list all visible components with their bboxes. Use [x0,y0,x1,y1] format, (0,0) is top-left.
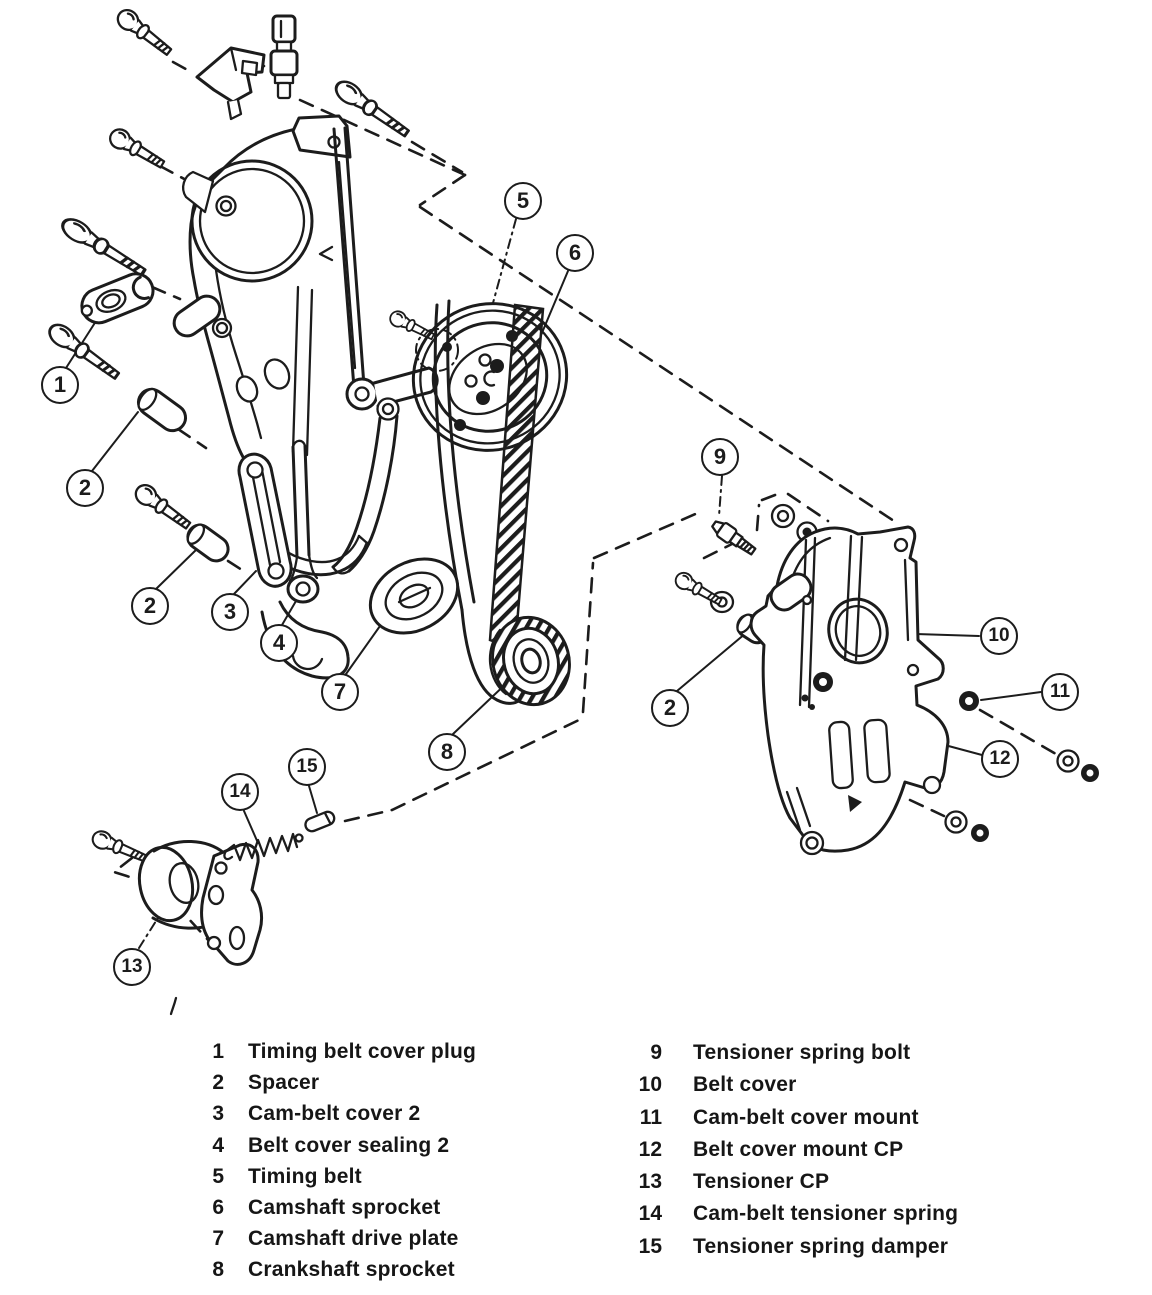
legend-item-4 [196,1134,476,1165]
belt-cover-bolt [673,570,724,609]
legend-item-label: Tensioner spring damper [693,1234,949,1258]
belt-cover-sealing-2 [288,441,318,602]
callout-11: 11 [1041,673,1079,711]
callout-12: 12 [981,740,1019,778]
callout-6: 6 [556,234,594,272]
legend-item-label: Crankshaft sprocket [248,1258,455,1282]
callout-4: 4 [260,624,298,662]
callout-14: 14 [221,773,259,811]
legend-item-label: Tensioner CP [693,1170,830,1194]
legend-item-number: 5 [212,1164,224,1188]
callout-5: 5 [504,182,542,220]
callout-2: 2 [131,587,169,625]
legend-item-5 [196,1165,476,1196]
legend-item-13 [634,1170,958,1202]
legend-item-14 [634,1202,958,1234]
callout-10: 10 [980,617,1018,655]
tensioner-cp [133,841,262,964]
legend-item-number: 13 [638,1170,662,1194]
legend-item-number: 10 [638,1073,662,1097]
legend-item-number: 15 [638,1234,662,1258]
legend-item-label: Belt cover sealing 2 [248,1133,450,1157]
callout-3: 3 [211,593,249,631]
legend-item-label: Camshaft sprocket [248,1195,441,1219]
legend-item-number: 12 [638,1137,662,1161]
legend-item-12 [634,1138,958,1170]
legend-item-15 [634,1235,958,1267]
legend-item-number: 14 [638,1202,662,1226]
callout-1: 1 [41,366,79,404]
legend-item-1 [196,1040,476,1071]
legend-item-6 [196,1196,476,1227]
legend-item-number: 3 [212,1102,224,1126]
legend-column-right [634,1041,958,1267]
legend-item-9 [634,1041,958,1073]
legend-item-8 [196,1258,476,1289]
legend-item-10 [634,1073,958,1105]
callout-7: 7 [321,673,359,711]
legend-item-label: Belt cover [693,1073,797,1097]
legend-item-label: Timing belt [248,1164,362,1188]
legend-item-number: 9 [650,1041,662,1064]
tensioner-spring-damper [303,810,336,833]
legend-item-number: 8 [212,1258,224,1282]
legend-item-label: Camshaft drive plate [248,1227,459,1251]
legend-item-number: 4 [212,1133,224,1157]
cam-belt-cover-2 [239,454,291,586]
legend-item-label: Timing belt cover plug [248,1040,477,1063]
timing-belt-cover-plug-part [76,269,158,329]
legend-item-number: 7 [212,1227,224,1251]
legend-item-number: 11 [639,1105,662,1129]
legend-item-number: 2 [212,1071,224,1095]
callout-15: 15 [288,748,326,786]
legend-item-7 [196,1227,476,1258]
sensor-bracket [197,48,264,119]
legend-column-left [196,1040,476,1290]
legend-item-label: Belt cover mount CP [693,1137,904,1161]
callout-9: 9 [701,438,739,476]
tensioner-bolt [90,828,148,866]
legend-item-label: Cam-belt cover 2 [248,1102,421,1126]
callout-2: 2 [66,469,104,507]
legend-item-number: 6 [212,1195,224,1219]
callout-13: 13 [113,948,151,986]
legend-item-number: 1 [212,1040,224,1063]
legend-item-2 [196,1071,476,1102]
callout-2: 2 [651,689,689,727]
legend-item-label: Cam-belt cover mount [693,1105,919,1129]
legend-item-label: Tensioner spring bolt [693,1041,911,1064]
callout-8: 8 [428,733,466,771]
top-plug [271,16,297,98]
legend-item-label: Spacer [248,1071,320,1095]
legend-item-3 [196,1102,476,1133]
legend-item-11 [634,1106,958,1138]
legend-item-label: Cam-belt tensioner spring [693,1202,959,1226]
